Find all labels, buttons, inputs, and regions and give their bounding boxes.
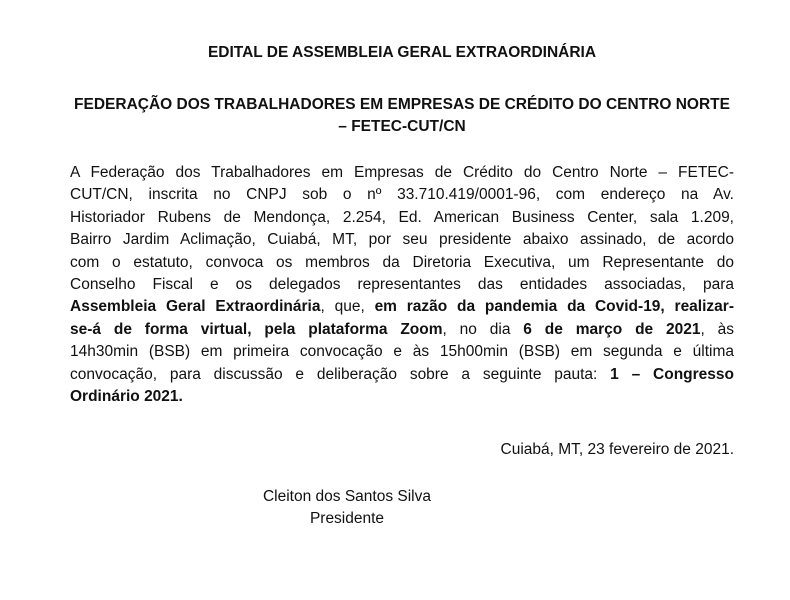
body-line [70, 386, 734, 408]
signatory-name: Cleiton dos Santos Silva [262, 488, 431, 505]
body-bold-text: se-á de forma virtual, pela plataforma Zoom [70, 320, 443, 338]
body-bold-text: em razão da pandemia da Covid-19, realizar- [374, 298, 734, 316]
body-line: Conselho Fiscal e os delegados representantes das entidades associadas, para [70, 276, 734, 294]
body-line: CUT/CN, inscrita no CNPJ sob o nº 33.710.419/0001-96, com endereço na Av. [70, 186, 734, 204]
place-and-date: Cuiabá, MT, 23 fevereiro de 2021. [500, 441, 734, 458]
body-bold-text: Assembleia Geral Extraordinária [70, 298, 321, 316]
notice-body [70, 162, 734, 408]
document-subtitle [70, 94, 734, 138]
body-bold-text: 6 de março de 2021 [523, 320, 701, 338]
notice-document [70, 0, 734, 600]
subtitle-line-2: – FETEC-CUT/CN [338, 118, 466, 135]
body-text: convocação, para discussão e deliberação sobre a seguinte pauta: [70, 365, 611, 383]
body-line: Historiador Rubens de Mendonça, 2.254, Ed. American Business Center, sala 1.209, [70, 208, 734, 226]
body-text: , que, [320, 298, 375, 316]
body-line [70, 296, 734, 318]
signature-block [70, 486, 734, 530]
body-line: com o estatuto, convoca os membros da Diretoria Executiva, um Representante do [70, 253, 734, 271]
body-text: , às [700, 320, 735, 338]
body-line: Bairro Jardim Aclimação, Cuiabá, MT, por seu presidente abaixo assinado, de acordo [70, 231, 734, 249]
body-line [70, 364, 734, 386]
body-bold-text: 1 – Congresso [610, 365, 735, 383]
body-line: A Federação dos Trabalhadores em Empresas de Crédito do Centro Norte – FETEC- [70, 164, 734, 181]
body-text: , no dia [442, 320, 524, 338]
subtitle-line-1: FEDERAÇÃO DOS TRABALHADORES EM EMPRESAS DE CRÉDITO DO CENTRO NORTE [74, 96, 730, 113]
body-line [70, 319, 734, 341]
document-title: EDITAL DE ASSEMBLEIA GERAL EXTRAORDINÁRIA [207, 44, 597, 61]
signatory-role: Presidente [309, 510, 385, 527]
body-line: 14h30min (BSB) em primeira convocação e às 15h00min (BSB) em segunda e última [70, 343, 734, 361]
body-bold-text: Ordinário 2021. [70, 388, 183, 406]
